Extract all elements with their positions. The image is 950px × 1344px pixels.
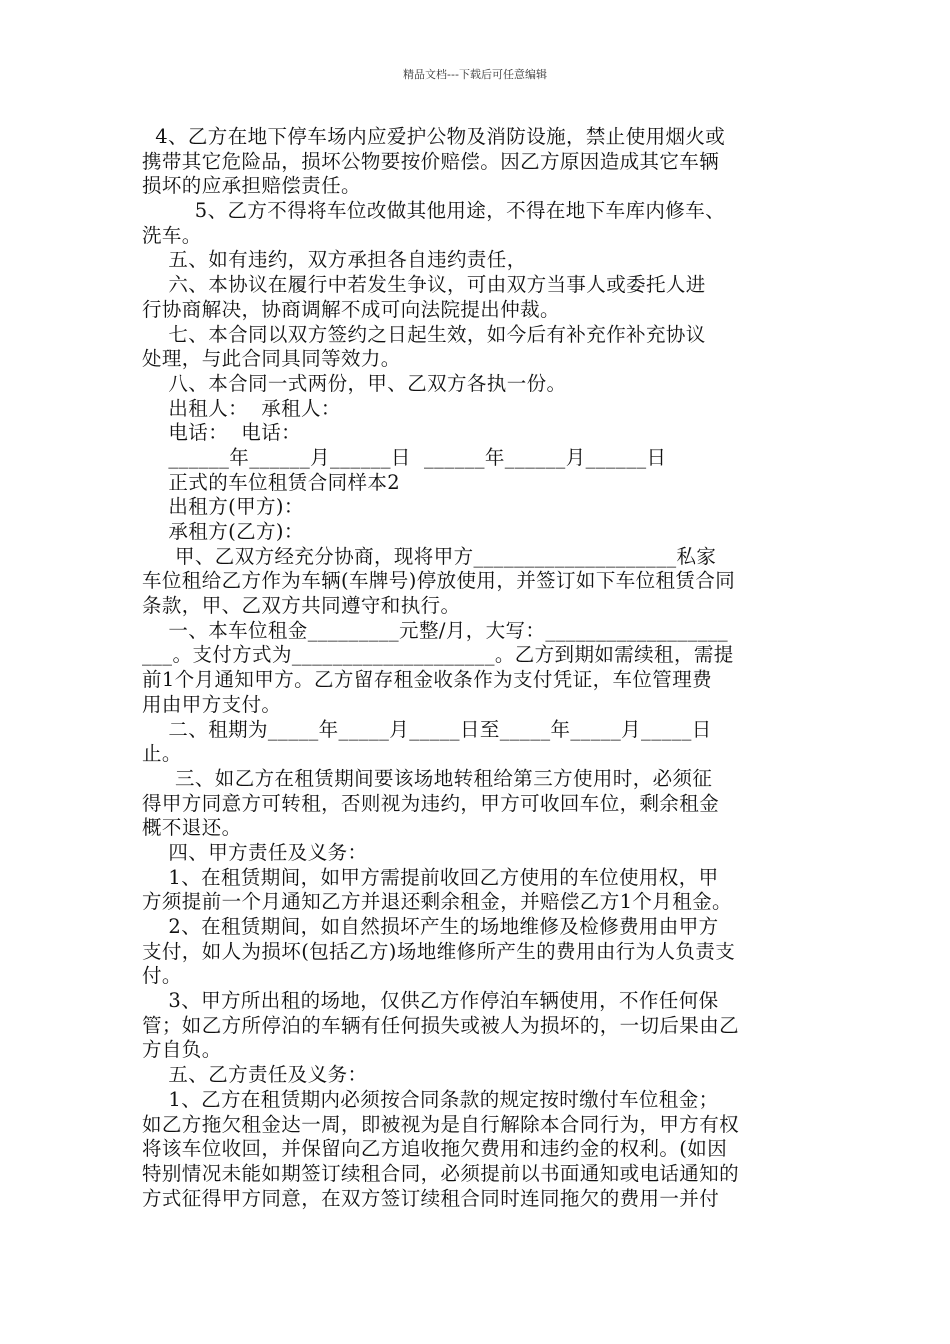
text-line: 2、在租赁期间，如自然损坏产生的场地维修及检修费用由甲方 — [142, 915, 719, 938]
text-line: 付。 — [142, 964, 182, 988]
text-line: 三、如乙方在租赁期间要该场地转租给第三方使用时，必须征 — [142, 766, 713, 790]
text-line: 5、乙方不得将车位改做其他用途，不得在地下车库内修车、 — [142, 199, 725, 223]
text-line: 将该车位收回，并保留向乙方追收拖欠费用和违约金的权利。(如因 — [142, 1137, 728, 1161]
text-line: 前1个月通知甲方。乙方留存租金收条作为支付凭证，车位管理费 — [142, 668, 713, 692]
text-line: 4、乙方在地下停车场内应爱护公物及消防设施，禁止使用烟火或 — [142, 125, 726, 148]
text-line: 损坏的应承担赔偿责任。 — [142, 174, 361, 198]
text-line: 七、本合同以双方签约之日起生效，如今后有补充作补充协议 — [142, 322, 706, 346]
text-line: 出租方(甲方)： — [142, 495, 304, 519]
text-line: 处理，与此合同具同等效力。 — [142, 347, 401, 371]
text-line: 概不退还。 — [142, 816, 242, 840]
text-line: ___。支付方式为____________________。乙方到期如需续租，需提 — [142, 643, 734, 667]
text-line: 管；如乙方所停泊的车辆有任何损失或被人为损坏的，一切后果由乙 — [142, 1013, 740, 1037]
text-line: ______年______月______日 ______年______月______日 — [142, 445, 667, 469]
text-line: 1、在租赁期间，如甲方需提前收回乙方使用的车位使用权，甲 — [142, 865, 719, 889]
text-line: 方式征得甲方同意，在双方签订续租合同时连同拖欠的费用一并付 — [142, 1186, 720, 1210]
text-line: 六、本协议在履行中若发生争议，可由双方当事人或委托人进 — [142, 273, 706, 297]
text-line: 行协商解决，协商调解不成可向法院提出仲裁。 — [142, 297, 560, 321]
text-line: 携带其它危险品，损坏公物要按价赔偿。因乙方原因造成其它车辆 — [142, 149, 720, 173]
text-line: 车位租给乙方作为车辆(车牌号)停放使用，并签订如下车位租赁合同 — [142, 569, 736, 593]
text-line: 用由甲方支付。 — [142, 692, 282, 716]
text-line: 方须提前一个月通知乙方并退还剩余租金，并赔偿乙方1个月租金。 — [142, 890, 732, 914]
text-line: 五、如有违约，双方承担各自违约责任， — [142, 248, 527, 272]
text-line: 方自负。 — [142, 1038, 222, 1062]
text-line: 支付，如人为损坏(包括乙方)场地维修所产生的费用由行为人负责支 — [142, 939, 736, 963]
document-body — [142, 125, 810, 1211]
text-line: 洗车。 — [142, 223, 202, 247]
text-line: 止。 — [142, 742, 182, 766]
text-line: 特别情况未能如期签订续租合同，必须提前以书面通知或电话通知的 — [142, 1161, 740, 1185]
text-line: 五、乙方责任及义务： — [142, 1063, 368, 1087]
text-line: 正式的车位租赁合同样本2 — [142, 470, 401, 494]
text-line: 一、本车位租金_________元整/月，大写：__________________ — [142, 618, 729, 642]
text-line: 出租人： 承租人： — [142, 396, 341, 420]
text-line: 八、本合同一式两份，甲、乙双方各执一份。 — [142, 371, 567, 395]
text-line: 得甲方同意方可转租，否则视为违约，甲方可收回车位，剩余租金 — [142, 791, 720, 815]
text-line: 1、乙方在租赁期内必须按合同条款的规定按时缴付车位租金； — [142, 1087, 719, 1111]
text-line: 甲、乙双方经充分协商，现将甲方____________________私家 — [142, 544, 717, 568]
text-line: 承租方(乙方)： — [142, 520, 304, 543]
text-line: 二、租期为_____年_____月_____日至_____年_____月_____日 — [142, 717, 712, 741]
text-line: 四、甲方责任及义务： — [142, 840, 368, 864]
text-line: 条款，甲、乙双方共同遵守和执行。 — [142, 594, 461, 618]
page-header: 精品文档---下载后可任意编辑 — [403, 68, 547, 81]
text-line: 3、甲方所出租的场地，仅供乙方作停泊车辆使用，不作任何保 — [142, 989, 719, 1013]
text-line: 如乙方拖欠租金达一周，即被视为是自行解除本合同行为，甲方有权 — [142, 1112, 740, 1136]
text-line: 电话： 电话： — [142, 421, 301, 445]
